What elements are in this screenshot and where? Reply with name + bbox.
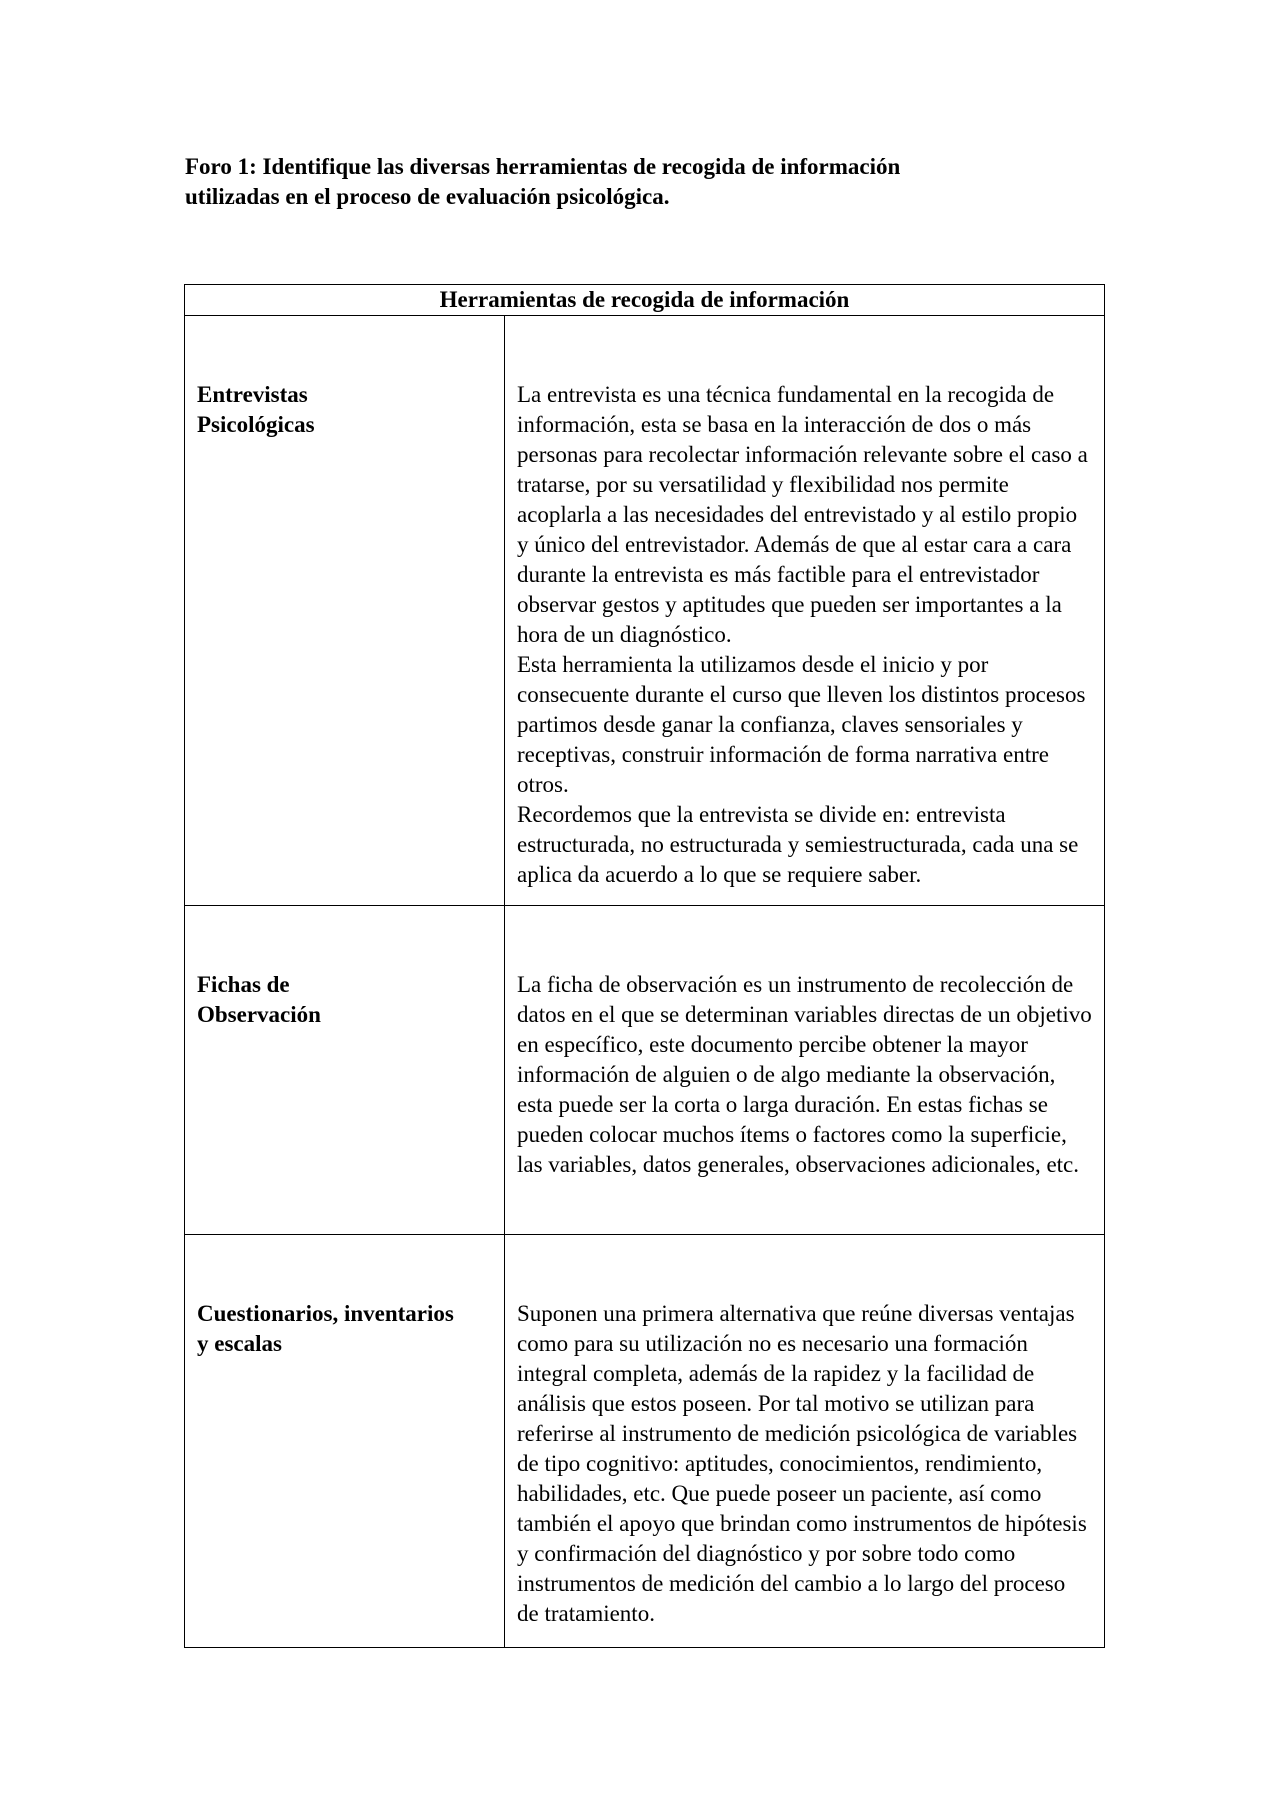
row-label: Cuestionarios, inventarios — [197, 1301, 454, 1326]
row-label-cell — [185, 316, 505, 906]
row-label-cell — [185, 1235, 505, 1648]
table-row — [185, 906, 1105, 1235]
row-label: Observación — [197, 1002, 321, 1027]
table-row — [185, 316, 1105, 906]
row-description-cell — [505, 906, 1105, 1235]
description-paragraph: La ficha de observación es un instrumento de recolección de datos en el que se determinan variables directas de un objetivo en específico, este documento percibe obtener la mayor información de alguien o de algo mediante la observación, esta puede ser la corta o larga duración. En estas fichas se pueden colocar muchos ítems o factores como la superficie, las variables, datos generales, observaciones adicionales, etc. — [517, 972, 1092, 1177]
description-paragraph: Recordemos que la entrevista se divide en: entrevista estructurada, no estructurada y semiestructurada, cada una se aplica da acuerdo a lo que se requiere saber. — [517, 802, 1079, 887]
heading-line-2: utilizadas en el proceso de evaluación psicológica. — [185, 184, 670, 209]
row-description-cell — [505, 316, 1105, 906]
row-label: Fichas de — [197, 972, 290, 997]
row-description-cell — [505, 1235, 1105, 1648]
row-label: y escalas — [197, 1331, 282, 1356]
description-paragraph: La entrevista es una técnica fundamental en la recogida de información, esta se basa en la interacción de dos o más personas para recolectar información relevante sobre el caso a tratarse, por su versatilidad y flexibilidad nos permite acoplarla a las necesidades del entrevistado y al estilo propio y único del entrevistador. Además de que al estar cara a cara durante la entrevista es más factible para el entrevistador observar gestos y aptitudes que pueden ser importantes a la hora de un diagnóstico. — [517, 382, 1088, 647]
description-paragraph: Esta herramienta la utilizamos desde el inicio y por consecuente durante el curso que lleven los distintos procesos partimos desde ganar la confianza, claves sensoriales y receptivas, construir información de forma narrativa entre otros. — [517, 652, 1086, 797]
row-label: Entrevistas — [197, 382, 308, 407]
page-heading — [185, 152, 1085, 212]
row-label: Psicológicas — [197, 412, 315, 437]
tools-table — [184, 284, 1105, 1648]
row-label-cell — [185, 906, 505, 1235]
heading-line-1: Foro 1: Identifique las diversas herramientas de recogida de información — [185, 154, 901, 179]
description-paragraph: Suponen una primera alternativa que reúne diversas ventajas como para su utilización no es necesario una formación integral completa, además de la rapidez y la facilidad de análisis que estos poseen. Por tal motivo se utilizan para referirse al instrumento de medición psicológica de variables de tipo cognitivo: aptitudes, conocimientos, rendimiento, habilidades, etc. Que puede poseer un paciente, así como también el apoyo que brindan como instrumentos de hipótesis y confirmación del diagnóstico y por sobre todo como instrumentos de medición del cambio a lo largo del proceso de tratamiento. — [517, 1301, 1087, 1626]
table-header: Herramientas de recogida de información — [185, 285, 1105, 316]
table-row — [185, 1235, 1105, 1648]
